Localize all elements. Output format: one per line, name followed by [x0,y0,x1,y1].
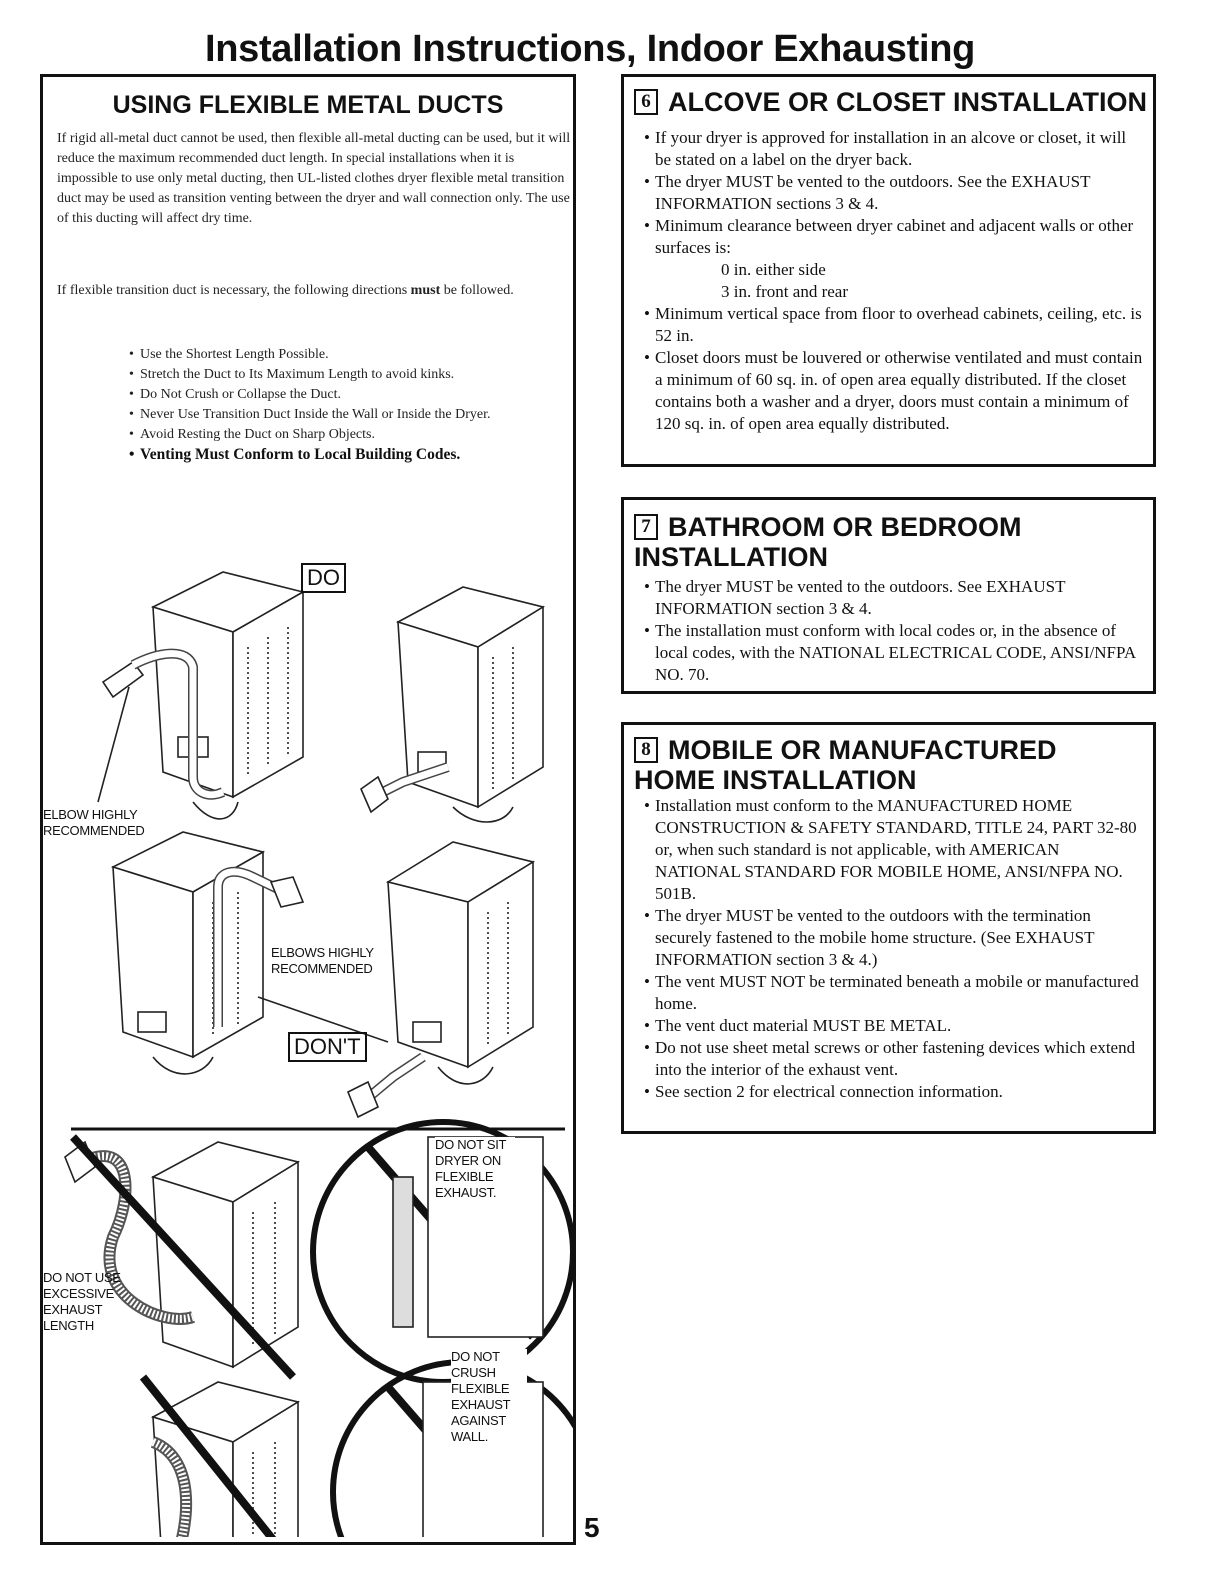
bathroom-heading-line1: BATHROOM OR BEDROOM [668,512,1022,542]
flexible-ducts-bullets [121,345,541,465]
bathroom-section [621,497,1156,694]
mobile-heading-line1: MOBILE OR MANUFACTURED [668,735,1057,765]
dryer-illustration [361,587,543,822]
list-item: • Use the Shortest Length Possible. [121,345,541,365]
directions-must: must [410,283,441,298]
list-item: • Stretch the Duct to Its Maximum Length to avoid kinks. [121,365,541,385]
mobile-heading-line2: HOME INSTALLATION [634,765,917,795]
list-item: • The dryer MUST be vented to the outdoors with the termination securely fastened to the mobile home structure. (See EXHAUST INFORMATION section 3 & 4.) [636,905,1146,971]
crush-exhaust-label: DO NOT CRUSH FLEXIBLE EXHAUST AGAINST WALL. [451,1349,527,1445]
list-item: • Avoid Resting the Duct on Sharp Objects. [121,425,541,445]
list-item: • Do Not Crush or Collapse the Duct. [121,385,541,405]
dryer-illustration [98,572,303,819]
elbow-label: ELBOW HIGHLY RECOMMENDED [43,807,145,838]
directions-text-end: be followed. [440,283,514,298]
list-item: • Minimum vertical space from floor to overhead cabinets, ceiling, etc. is 52 in. [636,303,1146,347]
list-item: • Never Use Transition Duct Inside the Wall or Inside the Dryer. [121,405,541,425]
page-title: Installation Instructions, Indoor Exhausting [204,28,976,70]
bathroom-heading [634,512,1021,572]
dryer-illustration [348,842,533,1117]
list-item: • Installation must conform to the MANUFACTURED HOME CONSTRUCTION & SAFETY STANDARD, TITLE 24, PART 32-80 or, when such standard is not applicable, with AMERICAN NATIONAL STANDARD FOR MOBILE HOME, ANSI/NFPA NO. 501B. [636,795,1146,905]
list-item: • Minimum clearance between dryer cabinet and adjacent walls or other surfaces is: [636,215,1146,259]
section-number: 6 [634,89,658,115]
mobile-heading [634,735,1056,795]
alcove-body [636,127,1146,435]
clearance-front-rear: 3 in. front and rear [721,282,848,301]
bathroom-body [636,576,1146,686]
flexible-ducts-directions [57,281,573,301]
dont-label: DON'T [288,1032,367,1062]
section-number: 8 [634,737,658,763]
alcove-section [621,74,1156,467]
list-item: • The vent MUST NOT be terminated beneath a mobile or manufactured home. [636,971,1146,1015]
list-item: • The installation must conform with local codes or, in the absence of local codes, with the NATIONAL ELECTRICAL CODE, ANSI/NFPA NO. 70. [636,620,1146,686]
excessive-length-label: DO NOT USE EXCESSIVE EXHAUST LENGTH [43,1270,121,1333]
list-item: • The vent duct material MUST BE METAL. [636,1015,1146,1037]
list-item: • Do not use sheet metal screws or other fastening devices which extend into the interior of the exhaust vent. [636,1037,1146,1081]
list-item: • If your dryer is approved for installation in an alcove or closet, it will be stated on a label on the dryer back. [636,127,1146,171]
alcove-heading-text: ALCOVE OR CLOSET INSTALLATION [668,87,1147,117]
list-item-bold: • Venting Must Conform to Local Building Codes. [121,445,541,465]
page-number: 5 [584,1512,600,1543]
elbows-label: ELBOWS HIGHLY RECOMMENDED [271,945,374,976]
list-item: • The dryer MUST be vented to the outdoors. See EXHAUST INFORMATION section 3 & 4. [636,576,1146,620]
list-item: • The dryer MUST be vented to the outdoors. See the EXHAUST INFORMATION sections 3 & 4. [636,171,1146,215]
mobile-body [636,795,1146,1103]
clearance-side: 0 in. either side [721,260,826,279]
alcove-heading [634,87,1147,118]
mobile-home-section [621,722,1156,1134]
sit-dryer-label: DO NOT SIT DRYER ON FLEXIBLE EXHAUST. [435,1137,515,1201]
directions-text: If flexible transition duct is necessary, the following directions [57,283,411,298]
list-item: • Closet doors must be louvered or otherwise ventilated and must contain a minimum of 60 sq. in. of open area equally distributed. If the closet contains both a washer and a dryer, doors must contain a minimum of 120 sq. in. of open area equally distributed. [636,347,1146,435]
bathroom-heading-line2: INSTALLATION [634,542,828,572]
flexible-ducts-intro: If rigid all-metal duct cannot be used, then flexible all-metal ducting can be used, but it will reduce the maximum recommended duct length. In special installations when it is impossible to use only metal ducting, then UL-listed clothes dryer flexible metal transition duct may be used as transition venting between the dryer and wall connection only. The use of this ducting will affect dry time. [57,131,571,226]
section-number: 7 [634,514,658,540]
do-label: DO [301,563,346,593]
flexible-ducts-heading: USING FLEXIBLE METAL DUCTS [112,91,504,119]
flexible-ducts-section [40,74,576,1545]
list-item: • See section 2 for electrical connection information. [636,1081,1146,1103]
